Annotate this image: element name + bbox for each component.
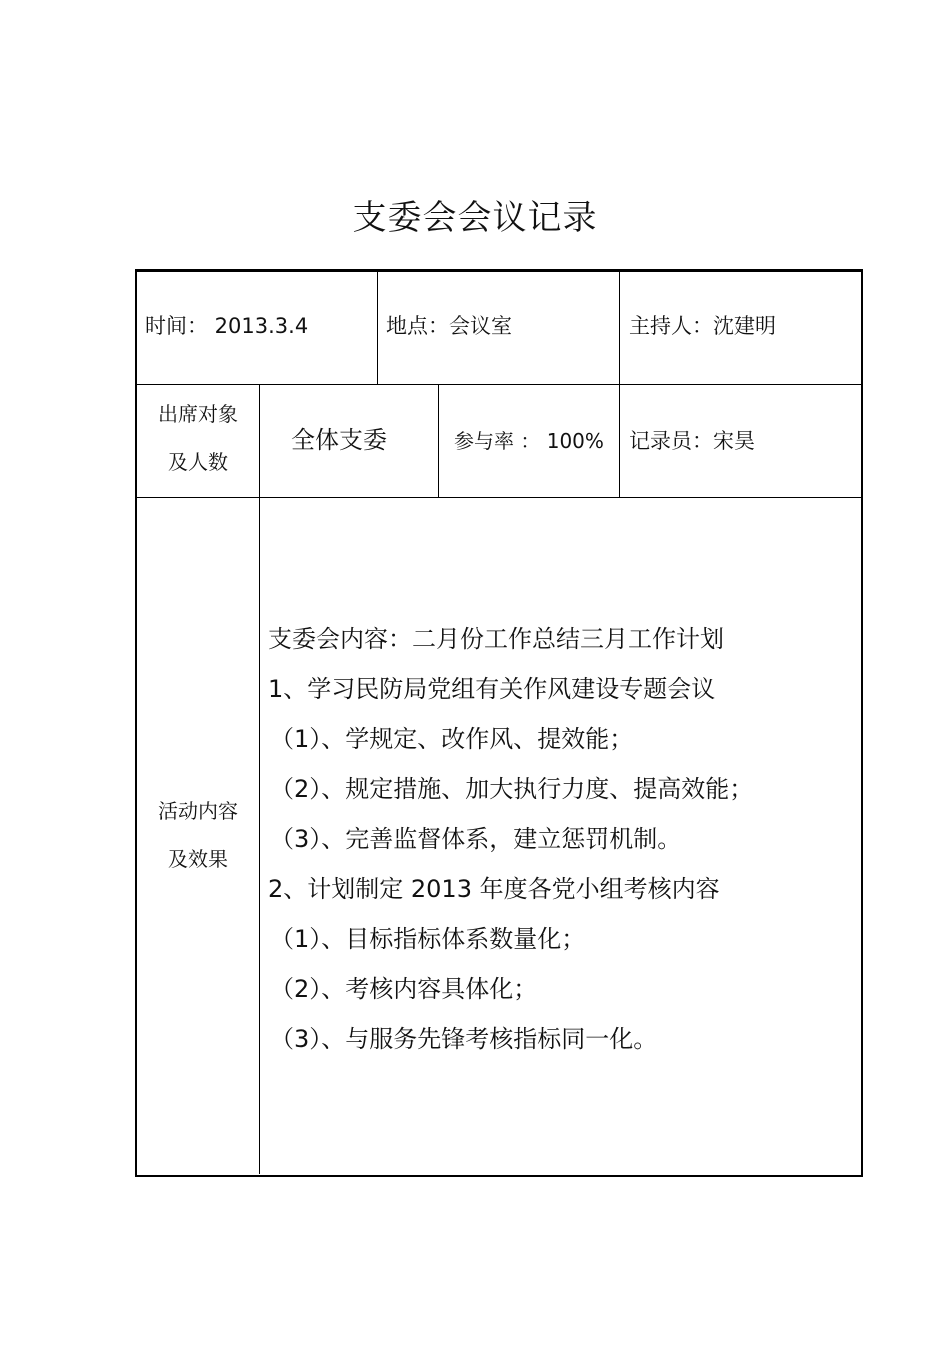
- label-column-divider: [259, 385, 260, 1174]
- content-subitem-2-1: （1）、目标指标体系数量化；: [270, 925, 586, 953]
- meeting-host: 主持人：沈建明: [629, 314, 776, 338]
- content-subitem-1-3: （3）、完善监督体系，建立惩罚机制。: [270, 825, 682, 853]
- content-subitem-2-2: （2）、考核内容具体化；: [270, 975, 538, 1003]
- row1-divider-b: [619, 272, 620, 384]
- recorder: 记录员：宋昊: [629, 429, 755, 453]
- row-divider-1: [137, 384, 861, 385]
- document-title: 支委会会议记录: [352, 198, 598, 238]
- row-divider-2: [137, 497, 861, 498]
- activity-label: [137, 787, 259, 883]
- content-subitem-1-1: （1）、学规定、改作风、提效能；: [270, 725, 634, 753]
- attendance-rate: 参与率 ： 100%: [454, 429, 604, 453]
- activity-label-line2: 及效果: [168, 847, 228, 871]
- attendees-label-line2: 及人数: [168, 450, 228, 474]
- attendees-label-line1: 出席对象: [158, 402, 238, 426]
- row1-divider-a: [377, 272, 378, 384]
- meeting-place: 地点：会议室: [386, 314, 512, 338]
- content-subitem-2-3: （3）、与服务先锋考核指标同一化。: [270, 1025, 658, 1053]
- row2-divider-a: [438, 385, 439, 497]
- activity-label-line1: 活动内容: [158, 799, 238, 823]
- row2-divider-b: [619, 385, 620, 497]
- activity-content: [268, 614, 858, 1064]
- content-subitem-1-2: （2）、规定措施、加大执行力度、提高效能；: [270, 775, 754, 803]
- content-item-2: 2、计划制定 2013 年度各党小组考核内容: [268, 875, 720, 903]
- attendees-value: 全体支委: [291, 426, 387, 454]
- content-heading: 支委会内容：二月份工作总结三月工作计划: [268, 625, 724, 653]
- attendees-label: [137, 390, 259, 486]
- content-item-1: 1、学习民防局党组有关作风建设专题会议: [268, 675, 716, 703]
- meeting-time: 时间： 2013.3.4: [145, 314, 309, 338]
